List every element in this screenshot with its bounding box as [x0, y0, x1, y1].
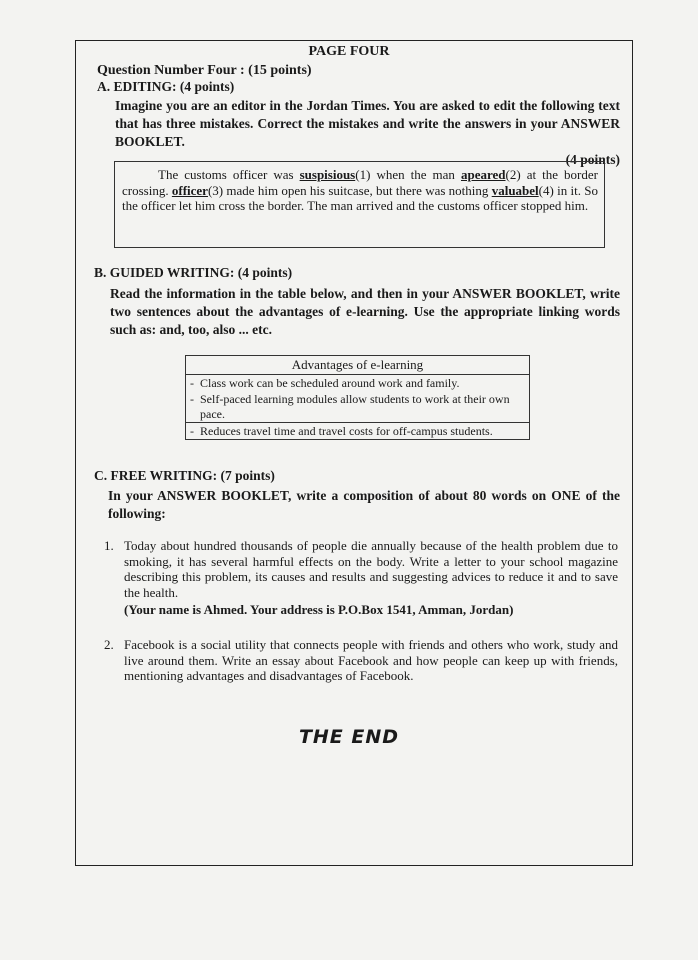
passage-text-1: The customs officer was	[158, 167, 300, 182]
section-a-heading: A. EDITING: (4 points)	[97, 79, 235, 94]
advantage-item: - Reduces travel time and travel costs for off-campus students.	[186, 422, 529, 439]
section-a-instructions	[115, 97, 620, 169]
topic-text: Today about hundred thousands of people die annually because of the health problem due to smoking, it has several harmful effects on the body. Write a letter to your school magazine describing this problem, its causes and results and suggesting advices to reduce it and to save the health.	[124, 538, 618, 600]
advantage-item: - Self-paced learning modules allow students to work at their own pace.	[190, 392, 510, 421]
question-title: Question Number Four : (15 points)	[97, 63, 312, 78]
mistake-word-4: valuabel	[491, 182, 539, 198]
passage-text-2: (1) when the man	[355, 167, 461, 182]
section-a-instructions-text: Imagine you are an editor in the Jordan Times. You are asked to edit the following text that has three mistakes. Correct the mistakes and write the answers in your ANSWER BOOKLET.	[115, 98, 620, 149]
page-title: PAGE FOUR	[308, 44, 390, 59]
topic-number: 2.	[104, 637, 114, 652]
writing-topic-1	[104, 538, 618, 618]
end-label: THE END	[298, 726, 400, 748]
section-c-instructions: In your ANSWER BOOKLET, write a composition of about 80 words on ONE of the following:	[108, 488, 620, 521]
topic-note: (Your name is Ahmed. Your address is P.O.Box 1541, Amman, Jordan)	[124, 602, 514, 617]
passage-text-4: (3) made him open his suitcase, but there was nothing	[207, 182, 492, 198]
advantages-table-title: Advantages of e-learning	[186, 356, 529, 375]
section-a-points: (4 points)	[565, 152, 620, 167]
topic-number: 1.	[104, 538, 114, 553]
section-b-heading: B. GUIDED WRITING: (4 points)	[94, 265, 293, 280]
editing-passage-box	[114, 161, 605, 248]
mistake-word-3: officer	[171, 182, 208, 198]
section-c-heading: C. FREE WRITING: (7 points)	[94, 468, 275, 483]
writing-topic-2	[104, 637, 618, 684]
advantage-item: - Class work can be scheduled around work and family.	[190, 376, 460, 390]
mistake-word-2: apeared	[460, 167, 506, 182]
section-b-instructions: Read the information in the table below, and then in your ANSWER BOOKLET, write two sentences about the advantages of e-learning. Use the appropriate linking words such as: and, too, also ... etc.	[110, 286, 620, 337]
passage-text-5: (4) in it. So the officer let him cross the border. The man arrived and the customs officer stopped him.	[122, 182, 598, 213]
mistake-word-1: suspisious	[299, 167, 356, 182]
advantages-table	[185, 355, 530, 440]
passage-text-3: (2) at the border crossing.	[122, 167, 598, 198]
topic-text: Facebook is a social utility that connects people with friends and others who work, study and live around them. Write an essay about Facebook and how people can keep up with friends, mentioning advantages and disadvantages of Facebook.	[124, 637, 618, 683]
